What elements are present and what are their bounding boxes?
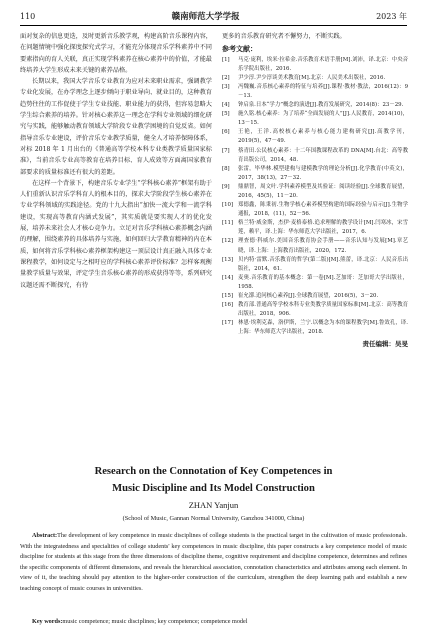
journal-year: 2023 年 (376, 12, 407, 21)
english-title-line: Research on the Connotation of Key Competences in (94, 466, 333, 477)
keywords-label: Key words: (32, 618, 63, 625)
english-author: ZHAN Yanjun (188, 500, 239, 510)
page-number: 110 (20, 12, 36, 21)
abstract-label: Abstract: (32, 532, 58, 539)
english-affiliation: (School of Music, Gannan Normal University, Ganzhou 341000, China) (122, 515, 305, 522)
references-heading: 参考文献： (222, 44, 257, 54)
reference-item: [9] 鼎鼎智，周文叶.学科素养模型及其验证：阅读经验[J].全球教育展望，2016，45(5)，11－20. (222, 183, 408, 199)
english-abstract (20, 531, 407, 595)
journal-title: 赣南师范大学学报 (171, 12, 240, 22)
reference-item: [7] 蔡青田.公民核心素养：十二年国教课程改革的 DNA[M].台北：高等教育出版公司，2014，48. (222, 147, 408, 163)
reference-item: [11] 格兰特·威金斯，杰伊·麦格泰格.追求理解的教学设计[M].闫寒冰，宋雪莲，赖平，译.上海：华东师范大学出版社，2017，6. (222, 220, 408, 236)
english-title-line: Music Discipline and Its Model Construction (112, 483, 315, 494)
english-title (20, 463, 407, 497)
header-rule (20, 25, 407, 26)
reference-item: [4] 钟启泉.日本“学力”概念的演进[J].教育发展研究，2014(8)：23－29. (222, 102, 404, 109)
reference-item: [1] 马克·庞利，埃米·拉希金.音乐教育术语手册[M].刘沛，译.北京：中央音乐学院出版社，2016. (222, 56, 408, 72)
reference-item: [3] 冯魏巍.音乐核心素养的特征与培养[J].课程·教材·教法，2016(12)：9－13. (222, 83, 408, 99)
reference-item: [8] 张雷，毕华林.模型建构与建模教学的理论分析[J].化学教育(中英文)，2017，38(13)，27－32. (222, 165, 408, 181)
reference-item: [2] 尹少淳.尹少淳谈美术教育[M].北京：人民美术出版社，2016. (222, 74, 386, 81)
abstract-text: The development of key competence in music disciplines of college students is the practical target in the cultivation of music professionals. With the integratedness and specialities of college students' key competences in music discipline, this paper constructs a key competence model of music discipline for students at this stage from the three dimensions of discipline theme, cognitive requirement and discipline competence, determines and refines the specific components of different dimensions, and reveals the hierarchical association, connotation characteristics and attributes among each element. In view of it, the teaching should pay attention to the higher-order construction of the curriculum, strengthen the deep learning path and establish a new teaching concept of music courses in universities. (20, 532, 407, 592)
reference-item: [13] 贝内特·雷默.音乐教育的哲学(第二版)[M].熊蕾，译.北京：人民音乐出版社，2014，61. (222, 256, 408, 272)
english-keywords (20, 617, 407, 627)
references-list (222, 56, 408, 338)
right-column (222, 31, 408, 350)
left-column (20, 31, 212, 291)
reference-item: [17] 林恩·埃利克森，洛伊斯，兰宁.以概念为本的课程教学[M].鲁效孔，译.上海：华东师范大学出版社，2018. (222, 320, 408, 336)
reference-item: [6] 王艳，王洋.高校核心素养与核心能力建构研究[J].高教学刊，2019(5)，47－49. (222, 129, 408, 145)
reference-item: [16] 教育部.普通高等学校本科专业类教学质量国家标准[M].北京：高等教育出版社，2018，906. (222, 302, 408, 318)
page-header (20, 12, 407, 22)
keywords-text: music competence; music disciplines; key competence; competence model (62, 618, 248, 625)
reference-item: [12] 理查德·科威尔.美国音乐教育协会手册——音乐认知与发展[M].章艺晓，译.上海：上海教育出版社，2020，172. (222, 238, 408, 254)
reference-item: [15] 崔允漷.追问核心素养[J].全球教育展望，2016(5)，3－20. (222, 293, 379, 300)
reference-item: [10] 郑德鑫，陈秉初.生物学核心素养模型构建的国际经验与启示[J].生物学通报，2018，(11)，52－56. (222, 202, 408, 218)
body-paragraph: 更多的音乐教育研究者不懈努力，不断实践。 (222, 33, 346, 40)
body-paragraph: 面对复杂的信息更迭，及时更新音乐教学观，构建高阶音乐课程内容，在问题情境中强化探度探究式学习，才能充分体现音乐学科素养中不同要素指向的育人关联，真正实现学科素养在核心素养中的价值，才能最终培养大学生形成未来关键的素养品格。 (20, 33, 212, 74)
reference-item: [5] 施久铭.核心素养：为了培养“全面发展的人”[J].人民教育，2014(10)，13－15. (222, 111, 408, 127)
reference-item: [14] 麦奥.音乐教育的基本概念：第一卷[M].芝加哥：芝加哥大学出版社，1958. (222, 274, 408, 290)
editor-credit: 责任编辑：吴旻 (362, 339, 408, 348)
body-paragraph: 在这样一个背景下，构建音乐专业学生“学科核心素养”框架有助于人们重新认识音乐学科育人的根本目的，探求大学阶段学生核心素养在专业学科领域的实践途径。党的十九大指出“加快一流大学和一流学科建设，实现高等教育内涵式发展”，其实质就是要实现人才的优化发展，培养未来社会人才核心竞争力。立足对音乐学科核心素养概念内涵的理解，围绕素养的具体培养与实施，如何回归大学教育精神的内在本质，如何将音乐学科核心素养框架构建这一顶层设计真正融入具体专业课程教学，如何设定与之相吁应的学科核心素养评价标准？怎样客观衡量教学质量与效果，评定学生音乐核心素养的形成获得等等，系列研究议题还需不断探究，有待 (20, 179, 212, 289)
body-paragraph: 长期以来，我国大学音乐专业教育为应对未来职业需求，强调教学专业化发展，在办学理念上逐步倾向于职业导向、就业目的，这种教育趋势往往的工作促使于学生专业技能、职业能力的获得，但容易忽略大学生综合素养的培养。针对核心素养这一理念在学科专业领域的细化研究与实践，能够触动教育领域大学阶段专业教学困境的自觉反省。如何指导音乐专业建设，评价音乐专业教学质量，健全人才培养保障体系，对标 2018 年 1 月出台的《普通高等学校本科专业类教学质量国家标准》，当前音乐专业高等教育在培养目标、育人成效等方面离国家教育部要求的质量标准还有很大的差距。 (20, 78, 212, 176)
